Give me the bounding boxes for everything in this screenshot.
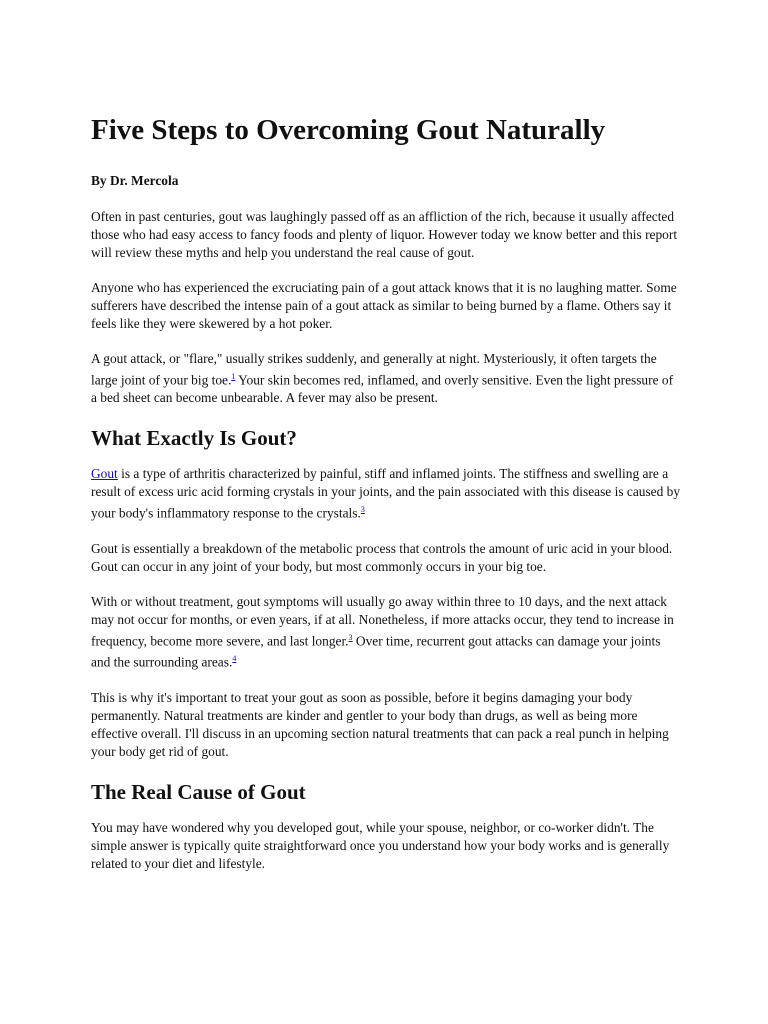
gout-definition-paragraph [91,465,681,522]
real-cause-paragraph: You may have wondered why you developed gout, while your spouse, neighbor, or co-worker didn't. The simple answer is typically quite straightforward once you understand how your body works and is generally related to your diet and lifestyle. [91,819,670,871]
treatment-text-b: Over time, recurrent gout attacks can damage your joints and the surrounding areas. [91,633,661,670]
footnote-ref-3a[interactable] [361,505,365,514]
intro-paragraph-1: Often in past centuries, gout was laughingly passed off as an affliction of the rich, because it usually affected those who had easy access to fancy foods and plenty of liquor. However today we know better and this report will review these myths and help you understand the real cause of gout. [91,209,678,260]
footnote-link-3a[interactable]: 3 [360,505,365,515]
footnote-link-4[interactable]: 4 [232,654,237,664]
intro-paragraph-3-text-a: A gout attack, or "flare," usually strikes suddenly, and generally at night. Mysteriously, it often targets the large joint of your big toe. [91,351,657,388]
footnote-ref-4[interactable] [232,654,236,663]
intro-paragraph-3 [91,350,681,407]
gout-link[interactable]: Gout [91,466,118,482]
natural-treatment-paragraph: This is why it's important to treat your gout as soon as possible, before it begins damaging your body permanently. Natural treatments are kinder and gentler to your body than drugs, as well as being more effective overall. I'll discuss in an upcoming section natural treatments that can pack a real punch in helping your body get rid of gout. [91,689,669,759]
footnote-link-1[interactable]: 1 [231,372,236,381]
treatment-paragraph [91,593,681,672]
treatment-text-a: With or without treatment, gout symptoms will usually go away within three to 10 days, and the next attack may not occur for months, or even years, if at all. Nonetheless, if more attacks occur, they tend to increase in frequency, become more severe, and last longer. [91,593,674,649]
section-heading-real-cause: The Real Cause of Gout [91,779,306,804]
page-title: Five Steps to Overcoming Gout Naturally [91,114,606,146]
article [91,110,681,890]
metabolic-paragraph: Gout is essentially a breakdown of the metabolic process that controls the amount of uric acid in your blood. Gout can occur in any joint of your body, but most commonly occurs in your big toe. [91,540,673,574]
byline: By Dr. Mercola [91,173,179,188]
intro-paragraph-2: Anyone who has experienced the excruciating pain of a gout attack knows that it is no laughing matter. Some sufferers have described the intense pain of a gout attack as similar to being burned by a flame. Others say it feels like they were skewered by a hot poker. [91,280,677,331]
gout-definition-text: is a type of arthritis characterized by painful, stiff and inflamed joints. The stiffness and swelling are a result of excess uric acid forming crystals in your joints, and the pain associated with this disease is caused by your body's inflammatory response to the crystals. [91,466,681,521]
footnote-link-3b[interactable]: 3 [348,632,353,642]
intro-paragraph-3-text-b: Your skin becomes red, inflamed, and overly sensitive. Even the light pressure of a bed sheet can become unbearable. A fever may also be present. [91,372,674,406]
section-heading-what-is-gout: What Exactly Is Gout? [91,426,297,451]
